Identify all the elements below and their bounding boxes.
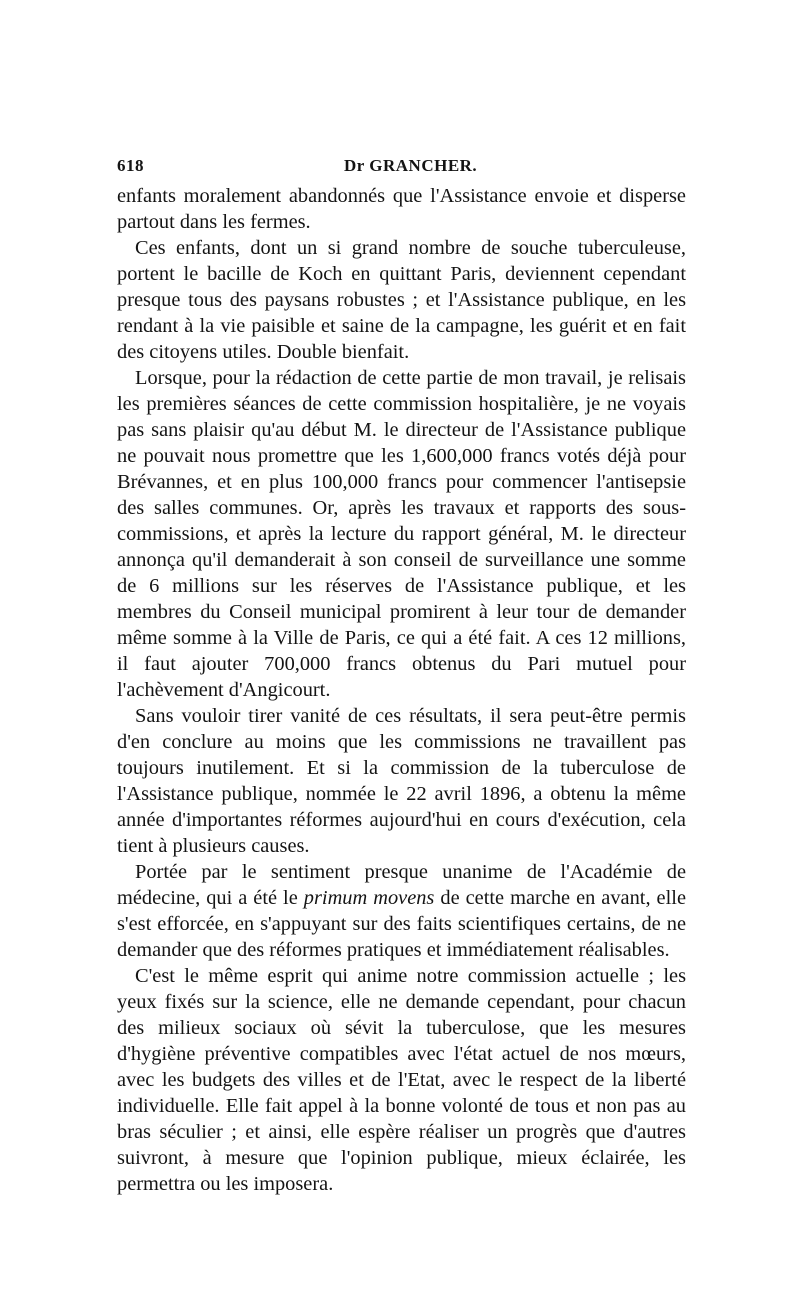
paragraph-academy	[117, 859, 686, 963]
body-text	[117, 183, 686, 1197]
paragraph-continuation: enfants moralement abandonnés que l'Assistance envoie et disperse partout dans les fermes.	[117, 185, 686, 233]
paragraph-koch-bacillus: Ces enfants, dont un si grand nombre de souche tuberculeuse, portent le bacille de Koch en quittant Paris, deviennent cependant presque tous des paysans robustes ; et l'Assistance publique, en les rendant à la vie paisible et saine de la campagne, les guérit et en fait des citoyens utiles. Double bienfait.	[117, 237, 686, 363]
paragraph-current-commission: C'est le même esprit qui anime notre commission actuelle ; les yeux fixés sur la science, elle ne demande cependant, pour chacun des milieux sociaux où sévit la tuberculose, que les mesures d'hygiène préventive compatibles avec l'état actuel de nos mœurs, avec les budgets des villes et de l'Etat, avec le respect de la liberté individuelle. Elle fait appel à la bonne volonté de tous et non pas au bras séculier ; et ainsi, elle espère réaliser un progrès que d'autres suivront, à mesure que l'opinion publique, mieux éclairée, les permettra ou les imposera.	[117, 965, 686, 1195]
primum-movens-italic: primum movens	[303, 887, 435, 909]
paragraph-academy-before: Portée par le sentiment presque unanime de l'Académie de médecine, qui a été le	[117, 861, 686, 909]
paragraph-academy-after: de cette marche en avant, elle s'est efforcée, en s'appuyant sur des faits scientifiques certains, de ne demander que des réformes pratiques et immédiatement réalisables.	[117, 887, 686, 961]
paragraph-commission-funds: Lorsque, pour la rédaction de cette partie de mon travail, je relisais les premières séances de cette commission hospitalière, je ne voyais pas sans plaisir qu'au début M. le directeur de l'Assistance publique ne pouvait nous promettre que les 1,600,000 francs votés déjà pour Brévannes, et en plus 100,000 francs pour commencer l'antisepsie des salles communes. Or, après les travaux et rapports des sous-commissions, et après la lecture du rapport général, M. le directeur annonça qu'il demanderait à son conseil de surveillance une somme de 6 millions sur les réserves de l'Assistance publique, et les membres du Conseil municipal promirent à leur tour de demander même somme à la Ville de Paris, ce qui a été fait. A ces 12 millions, il faut ajouter 700,000 francs obtenus du Pari mutuel pour l'achèvement d'Angicourt.	[117, 367, 686, 701]
page-header	[117, 150, 687, 178]
page-number: 618	[117, 156, 144, 175]
running-title: Dr GRANCHER.	[344, 156, 478, 175]
paragraph-results: Sans vouloir tirer vanité de ces résultats, il sera peut-être permis d'en conclure au moins que les commissions ne travaillent pas toujours inutilement. Et si la commission de la tuberculose de l'Assistance publique, nommée le 22 avril 1896, a obtenu la même année d'importantes réformes aujourd'hui en cours d'exécution, cela tient à plusieurs causes.	[117, 705, 686, 857]
